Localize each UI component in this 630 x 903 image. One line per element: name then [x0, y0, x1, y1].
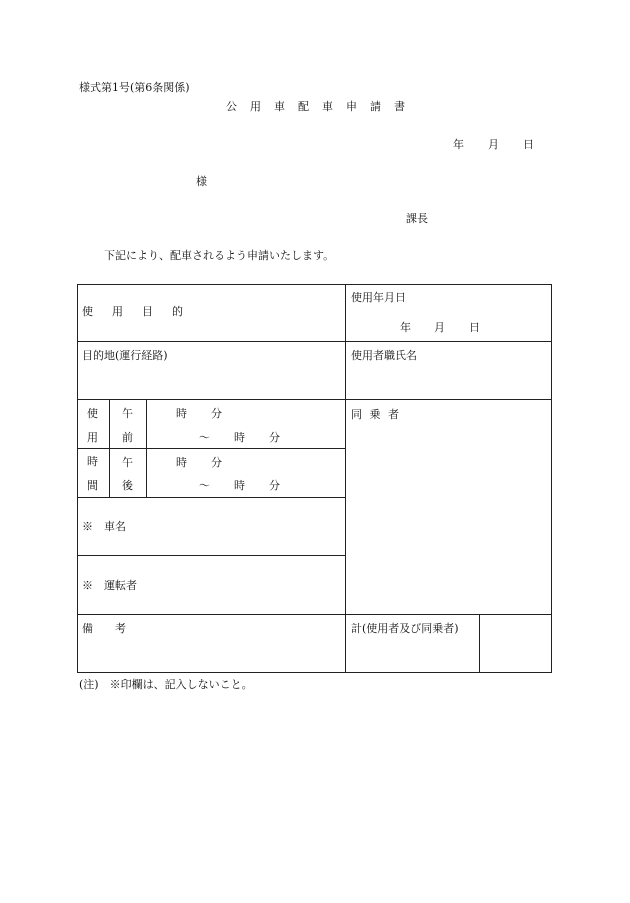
title-char: 申 — [346, 100, 357, 113]
am-start-hour: 時 — [176, 407, 187, 420]
am-start-minute: 分 — [211, 407, 222, 420]
title-char: 用 — [250, 100, 261, 113]
addressee-suffix: 様 — [196, 175, 207, 188]
purpose-label: 使 用 目 的 — [82, 305, 187, 318]
driver-label: ※ 運転者 — [82, 579, 137, 592]
application-date-month: 月 — [488, 138, 499, 151]
pm-char: 午 — [122, 456, 133, 469]
total-label: 計(使用者及び同乗者) — [351, 622, 459, 635]
am-end-minute: 分 — [269, 431, 280, 444]
vehicle-name-label: ※ 車名 — [82, 520, 126, 533]
user-name-label: 使用者職氏名 — [351, 349, 417, 362]
pm-end-hour: 時 — [234, 479, 245, 492]
use-date-label: 使用年月日 — [351, 291, 406, 304]
usage-time-char: 時 — [87, 455, 98, 468]
intro-text: 下記により、配車されるよう申請いたします。 — [104, 249, 335, 262]
am-char: 午 — [122, 407, 133, 420]
use-date-day: 日 — [469, 321, 480, 334]
title-char: 車 — [274, 100, 285, 113]
am-end-hour: 時 — [234, 431, 245, 444]
use-date-year: 年 — [400, 321, 411, 334]
title-char: 公 — [226, 100, 237, 113]
title-char: 書 — [394, 100, 405, 113]
passenger-label: 同 乗 者 — [351, 408, 401, 421]
footnote: (注) ※印欄は、記入しないこと。 — [79, 678, 253, 691]
form-number: 様式第1号(第6条関係) — [79, 81, 190, 94]
title-char: 請 — [370, 100, 381, 113]
use-date-month: 月 — [434, 321, 445, 334]
application-date-year: 年 — [453, 138, 464, 151]
am-tilde: 〜 — [199, 431, 210, 444]
title-char: 配 — [298, 100, 309, 113]
sender-title: 課長 — [406, 212, 428, 225]
title-char: 車 — [322, 100, 333, 113]
usage-time-char: 使 — [87, 407, 98, 420]
pm-char: 後 — [122, 479, 133, 492]
pm-start-hour: 時 — [176, 456, 187, 469]
destination-label: 目的地(運行経路) — [82, 349, 168, 362]
application-date-day: 日 — [523, 138, 534, 151]
usage-time-char: 間 — [87, 479, 98, 492]
usage-time-char: 用 — [87, 431, 98, 444]
pm-start-minute: 分 — [211, 456, 222, 469]
remarks-label: 備 考 — [82, 622, 126, 635]
pm-end-minute: 分 — [269, 479, 280, 492]
pm-tilde: 〜 — [199, 479, 210, 492]
am-char: 前 — [122, 431, 133, 444]
